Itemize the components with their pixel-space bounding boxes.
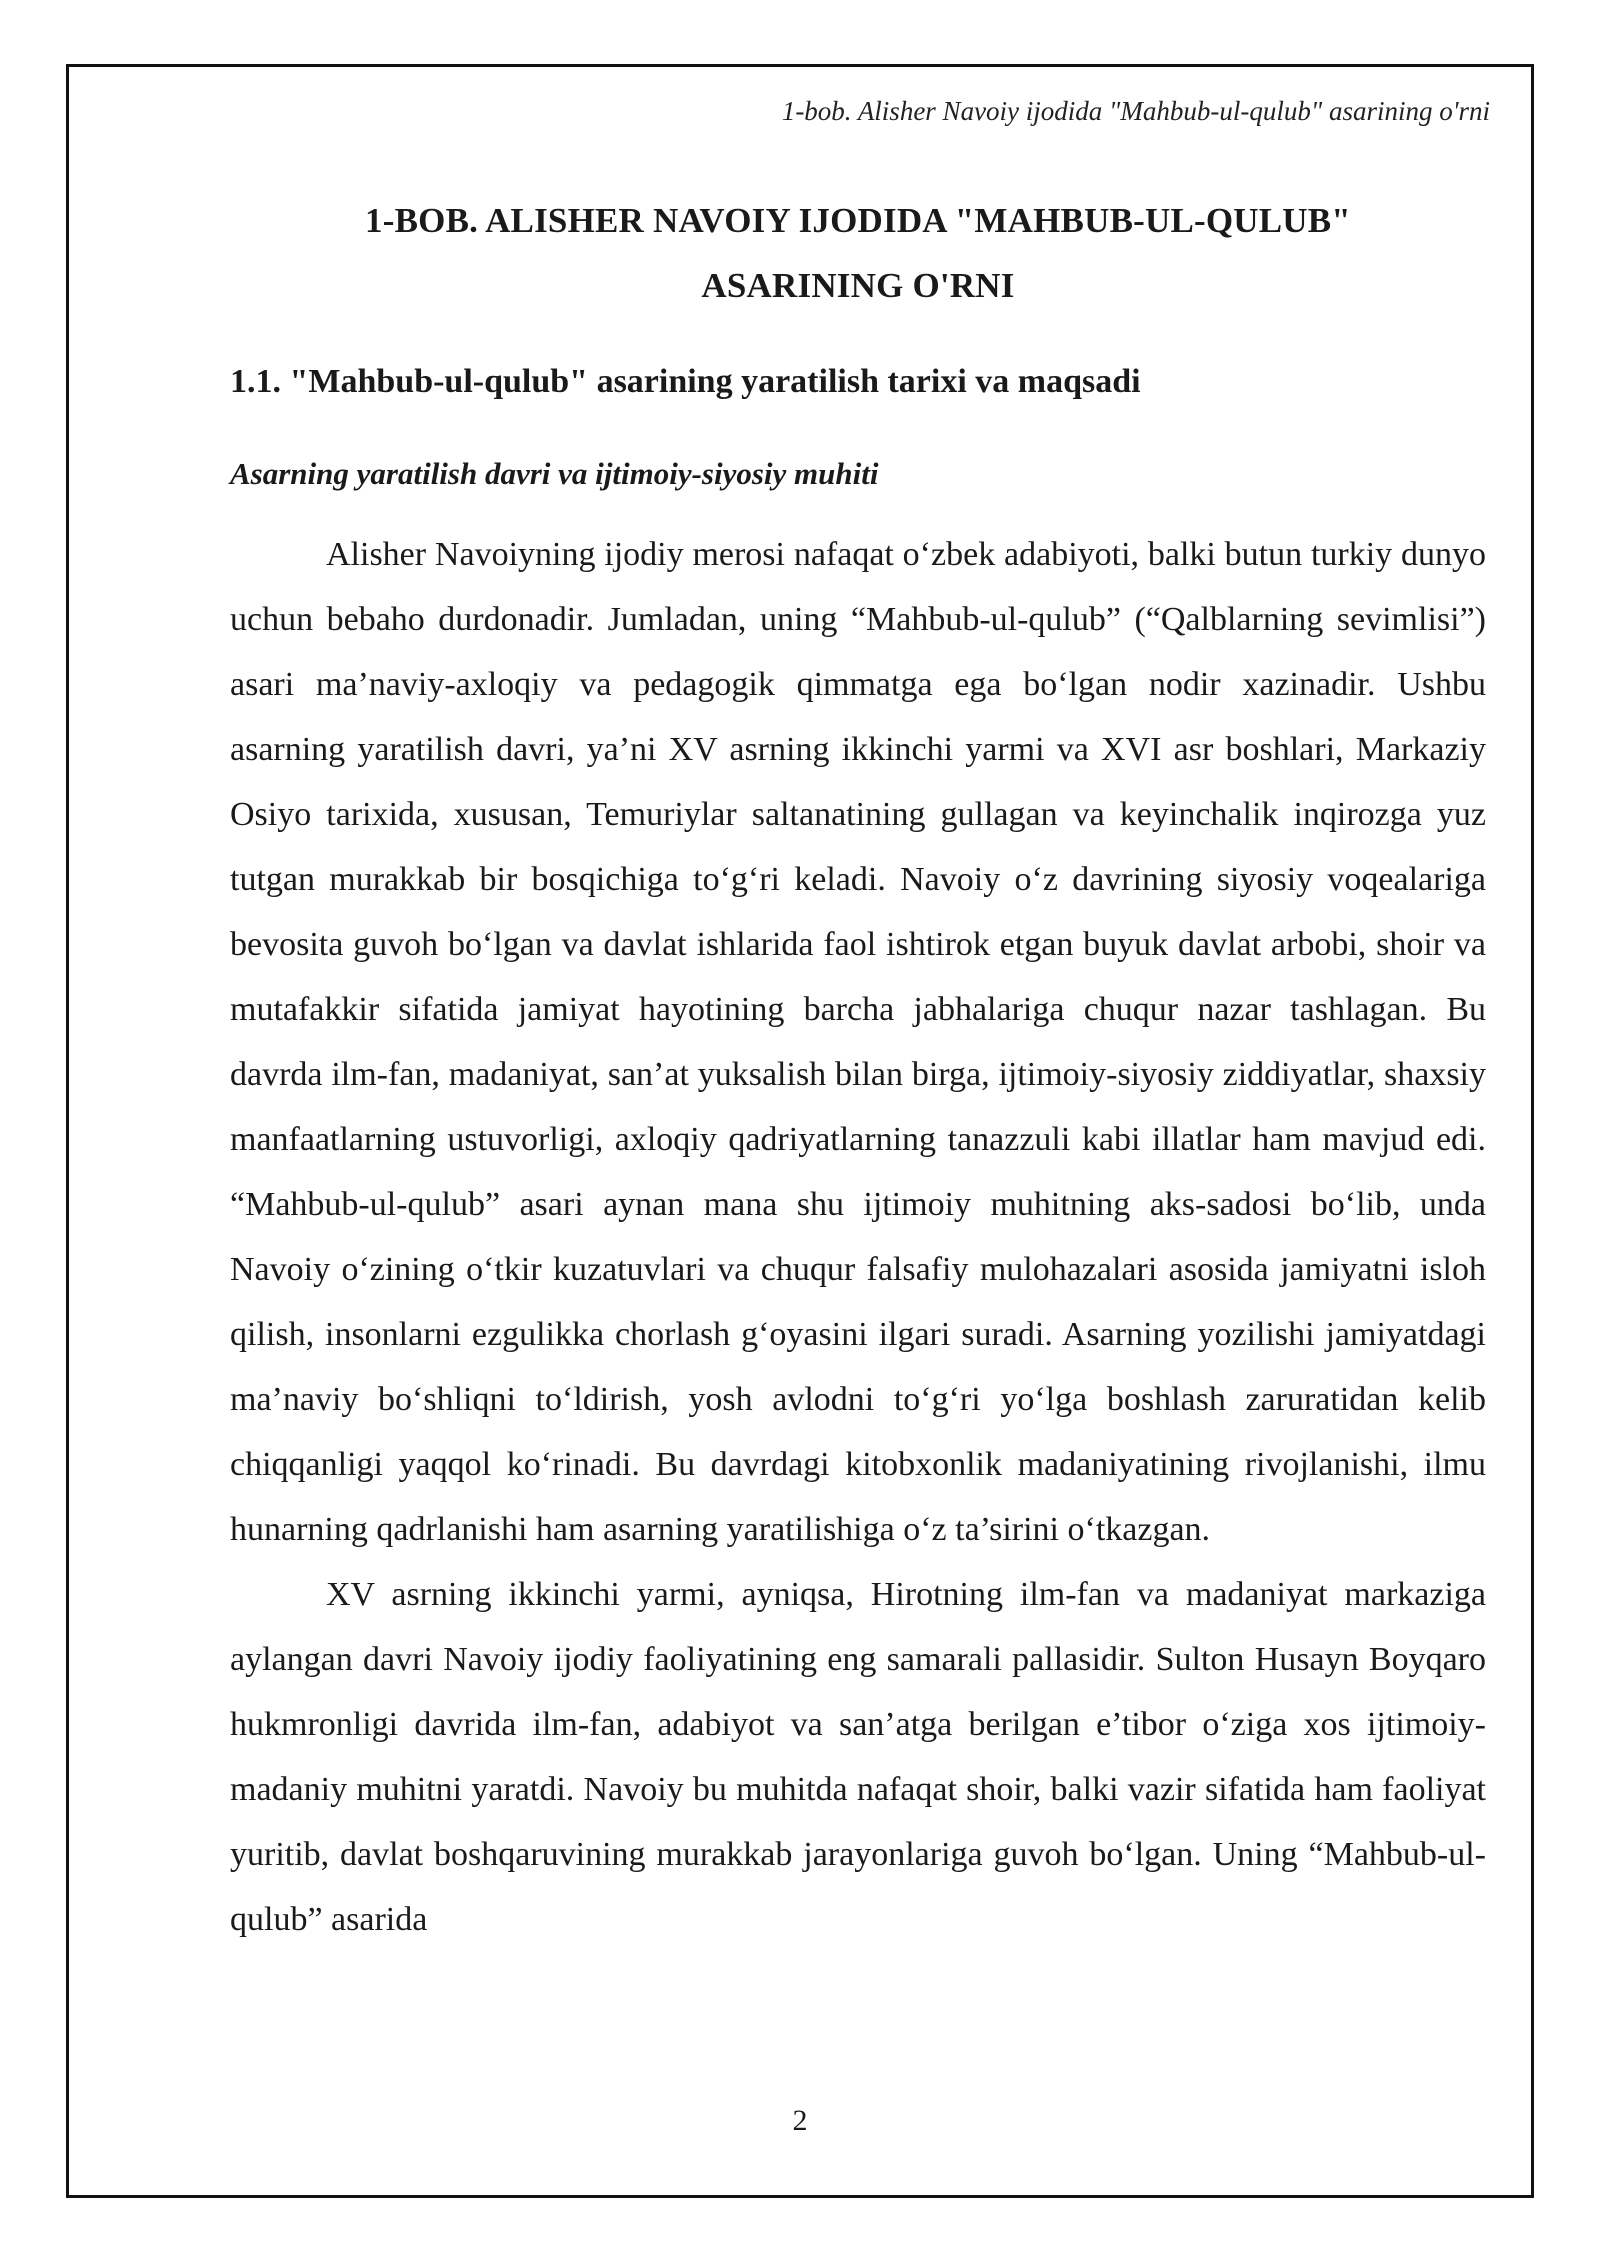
subsection-heading: Asarning yaratilish davri va ijtimoiy-siyosiy muhiti [230, 456, 879, 491]
chapter-title-line-1: 1-BOB. ALISHER NAVOIY IJODIDA "MAHBUB-UL-QULUB" [365, 201, 1351, 240]
chapter-title-line-2: ASARINING O'RNI [701, 266, 1015, 305]
page-number: 2 [792, 2104, 808, 2137]
body-text [230, 522, 1486, 1952]
paragraph-2: XV asrning ikkinchi yarmi, ayniqsa, Hirotning ilm-fan va madaniyat markaziga aylangan davri Navoiy ijodiy faoliyatining eng samarali pallasidir. Sulton Husayn Boyqaro hukmronligi davrida ilm-fan, adabiyot va san’atga berilgan e’tibor o‘ziga xos ijtimoiy-madaniy muhitni yaratdi. Navoiy bu muhitda nafaqat shoir, balki vazir sifatida ham faoliyat yuritib, davlat boshqaruvining murakkab jarayonlariga guvoh bo‘lgan. Uning “Mahbub-ul-qulub” asarida [230, 1576, 1486, 1938]
section-heading: 1.1. "Mahbub-ul-qulub" asarining yaratilish tarixi va maqsadi [230, 363, 1141, 400]
paragraph-1: Alisher Navoiyning ijodiy merosi nafaqat o‘zbek adabiyoti, balki butun turkiy dunyo uchun bebaho durdonadir. Jumladan, uning “Mahbub-ul-qulub” (“Qalblarning sevimlisi”) asari ma’naviy-axloqiy va pedagogik qimmatga ega bo‘lgan nodir xazinadir. Ushbu asarning yaratilish davri, ya’ni XV asrning ikkinchi yarmi va XVI asr boshlari, Markaziy Osiyo tarixida, xususan, Temuriylar saltanatining gullagan va keyinchalik inqirozga yuz tutgan murakkab bir bosqichiga to‘g‘ri keladi. Navoiy o‘z davrining siyosiy voqealariga bevosita guvoh bo‘lgan va davlat ishlarida faol ishtirok etgan buyuk davlat arbobi, shoir va mutafakkir sifatida jamiyat hayotining barcha jabhalariga chuqur nazar tashlagan. Bu davrda ilm-fan, madaniyat, san’at yuksalish bilan birga, ijtimoiy-siyosiy ziddiyatlar, shaxsiy manfaatlarning ustuvorligi, axloqiy qadriyatlarning tanazzuli kabi illatlar ham mavjud edi. “Mahbub-ul-qulub” asari aynan mana shu ijtimoiy muhitning aks-sadosi bo‘lib, unda Navoiy o‘zining o‘tkir kuzatuvlari va chuqur falsafiy mulohazalari asosida jamiyatni isloh qilish, insonlarni ezgulikka chorlash g‘oyasini ilgari suradi. Asarning yozilishi jamiyatdagi ma’naviy bo‘shliqni to‘ldirish, yosh avlodni to‘g‘ri yo‘lga boshlash zaruratidan kelib chiqqanligi yaqqol ko‘rinadi. Bu davrdagi kitobxonlik madaniyatining rivojlanishi, ilmu hunarning qadrlanishi ham asarning yaratilishiga o‘z ta’sirini o‘tkazgan. [230, 536, 1486, 1548]
chapter-title [230, 188, 1486, 318]
running-header: 1-bob. Alisher Navoiy ijodida "Mahbub-ul-qulub" asarining o'rni [781, 96, 1490, 126]
